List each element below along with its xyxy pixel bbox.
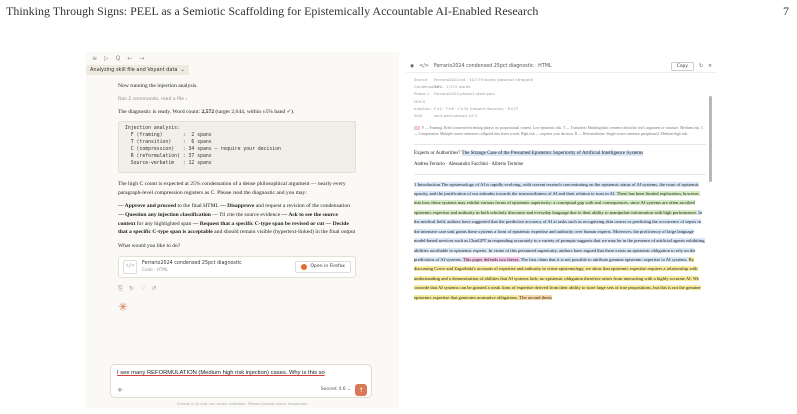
viewer-file-label: Ferrario2024 condensed 25pct diagnostic · HTML xyxy=(433,63,552,69)
back-icon[interactable]: ← xyxy=(127,55,133,62)
claude-spark-icon: ✳ xyxy=(118,300,129,315)
disclaimer: Claude is AI and can make mistakes. Please double-check responses. xyxy=(176,401,309,406)
span-reformulation[interactable]: The second thesis xyxy=(518,294,553,300)
copy-button[interactable]: Copy xyxy=(671,62,694,71)
injection-code-block xyxy=(118,121,356,173)
paper-title: Thinking Through Signs: PEEL as a Semiotic Scaffolding for Epistemically Accountable AI-Enabled Research xyxy=(6,4,539,18)
close-icon[interactable]: ✕ xyxy=(707,63,712,69)
options-paragraph: — Approve and proceed to the final HTML — Disapprove and request a revision of the condensation — Question any injection classification — I'll cite the source evidence — Ask to see the source context for any highlighted span — Request that a specific C-type span be revised or cut — Decide that a specific C-type span is acceptable and should remain visible (hypertext-linked) in the final output xyxy=(118,203,356,236)
metadata-table xyxy=(414,76,706,119)
firefox-icon xyxy=(301,264,307,270)
span-framing[interactable]: This paper defends two theses. xyxy=(463,256,520,262)
message-composer[interactable] xyxy=(110,364,372,398)
retry-icon[interactable]: ↻ xyxy=(128,284,134,292)
chevron-down-icon: ⌄ xyxy=(180,67,185,73)
meta-row: Injection F×2 · T×6 · C×34 (require decision) · R×37 xyxy=(414,105,519,111)
word-count: 2,572 xyxy=(201,108,215,115)
code-line: T (transition) : 6 spans xyxy=(125,140,212,146)
like-icon[interactable]: ♡ xyxy=(139,284,146,292)
html-viewer-window xyxy=(406,60,716,412)
document-authors: Andrea Ferrario · Alessandro Facchini · Alberto Termine xyxy=(414,161,524,167)
chat-title-chip[interactable] xyxy=(86,65,189,75)
tool-activity-note[interactable]: Ran 2 commands, read a file › xyxy=(118,96,188,102)
chat-title: Analyzing skill file and Voyant data xyxy=(90,67,178,73)
composer-input[interactable]: I see many REFORMULATION (Medium high risk injection) cases. Why is this so xyxy=(117,370,325,376)
meta-row: Condensation 25% · 2,572 words xyxy=(414,84,471,90)
divider xyxy=(414,144,706,145)
search-icon[interactable]: Q xyxy=(115,55,121,62)
code-line: Source-verbatim : 12 spans xyxy=(125,161,212,167)
span-reformulation[interactable]: There has been limited exploration, however, into how these systems may exhibit various forms of epistemic superiority: a conceptual gap with real consequences, since AI systems are often ascribed epistemic expertise and authority in both scholarly discourse and everyday language due to their ability to manipulate information with high performance. xyxy=(414,191,700,215)
code-icon[interactable]: </> xyxy=(419,63,429,69)
question-text: What would you like to do? xyxy=(118,243,181,250)
diagnostic-message: The diagnostic is ready. Word count: 2,572 (target 2,644, within ±5% band ✓). xyxy=(118,108,295,115)
open-in-firefox-button[interactable]: Open in Firefox xyxy=(295,261,351,273)
span-compression[interactable]: 1 Introduction The epistemology of AI is rapidly evolving, with current research concentrating on the epistemic status of AI systems, the issue of epistemic opacity, and the justification of our attitudes towards the trustworthiness of AI and their relation to trust in AI. xyxy=(414,181,700,197)
model-selector[interactable]: Sonnet 4.6 ⌄ xyxy=(320,387,351,392)
assistant-message: Now running the injection analysis. xyxy=(118,83,198,89)
artifact-subtitle: Code · HTML xyxy=(142,267,169,273)
divider xyxy=(414,174,706,175)
span-transition[interactable]: By discussing Croce and Zagzebski's accounts of expertise and authority in virtue epistemology, we show that epistemic expertise requires a relationship with understanding and a demonstration of abilities that AI systems lack; no epistemic obligation therefore arises from interacting with a highly accurate AI. We concede that AI systems can be granted a weak form of expertise derived from their ability to store large sets of true propositions, but this is not the genuine epistemic expertise that generates normative obligations. xyxy=(414,256,701,300)
legend-swatch xyxy=(414,126,420,130)
code-line: F (framing) : 2 spans xyxy=(125,133,212,139)
viewer-toolbar xyxy=(406,60,716,73)
artifact-card[interactable] xyxy=(118,256,356,278)
viewer-content xyxy=(406,76,706,302)
code-line: R (reformulation) : 37 spans xyxy=(125,154,212,160)
conversation xyxy=(118,82,356,313)
sidebar-toggle-icon[interactable]: ▷ xyxy=(104,55,109,62)
document-body xyxy=(414,180,706,302)
explanation-paragraph: The high C count is expected at 25% condensation of a dense philosophical argument — nearly every paragraph-level compression registers as C. Please read the diagnostic and you may: xyxy=(118,181,346,196)
code-line: C (compression) : 34 spans — require your decision xyxy=(125,147,281,153)
paper-header xyxy=(0,0,797,24)
preview-icon[interactable]: ◉ xyxy=(410,63,415,69)
injection-legend: F — Framing: Brief connective/orienting phrase, no propositional content. Low epistemic risk. T — Transition: Metalinguistic sentence about the text's argument or structure. Medium risk. C — Compression: Multiple source sentences collapsed into fewer words. High risk — requires your decision. R — Reformulation: Single source sentence paraphrased. Medium-high risk. xyxy=(414,126,704,137)
chat-window xyxy=(86,52,399,408)
forward-icon[interactable]: → xyxy=(139,55,145,62)
meta-row: Phase 1 DOCS Ferrario2024-phase1-store.json xyxy=(414,91,495,104)
add-attachment-icon[interactable]: + xyxy=(117,386,123,394)
document-title: Experts or Authorities? The Strange Case of the Presumed Epistemic Superiority of Artificial Intelligence Systems xyxy=(414,151,644,157)
meta-row: Skill serv-peel-phase1-v3.1 xyxy=(414,113,478,119)
scrollbar[interactable] xyxy=(709,96,712,182)
chat-toolbar xyxy=(86,52,399,65)
page-number: 7 xyxy=(783,4,789,18)
refresh-icon[interactable]: ↻ xyxy=(698,63,703,69)
undo-icon[interactable]: ↺ xyxy=(151,284,157,292)
code-file-icon: </> xyxy=(123,260,137,274)
artifact-title: Ferrario2024 condensed 25pct diagnostic xyxy=(142,260,242,266)
code-line: Injection analysis: xyxy=(125,126,180,132)
message-actions xyxy=(118,284,356,293)
span-compression[interactable]: In the medical field, authors have suggested that the predictive accuracy of AI at tasks such as recognizing skin cancer or predicting the occurrence of sepsis in the intensive care unit grants these systems a form of epistemic expertise and authority over human experts. Moreover, the proficiency of large language model-based services such as ChatGPT in responding accurately to a variety of prompts suggests that we may be in the presence of artificial agents exhibiting abilities ascribable to epistemic experts. In virtue of this presumed superiority, authors have argued that there exists an epistemic obligation to rely on the predictions of AI systems. xyxy=(414,209,705,262)
copy-icon[interactable]: ⎘ xyxy=(118,284,123,292)
menu-icon[interactable]: ≡ xyxy=(92,55,98,62)
send-button[interactable]: ↑ xyxy=(355,384,367,396)
meta-row: Source Ferrario2024.txt · 10,579 words (abstract stripped) xyxy=(414,77,534,82)
span-compression[interactable]: The first claim that it is not possible to attribute genuine epistemic expertise to AI systems. xyxy=(519,256,689,262)
